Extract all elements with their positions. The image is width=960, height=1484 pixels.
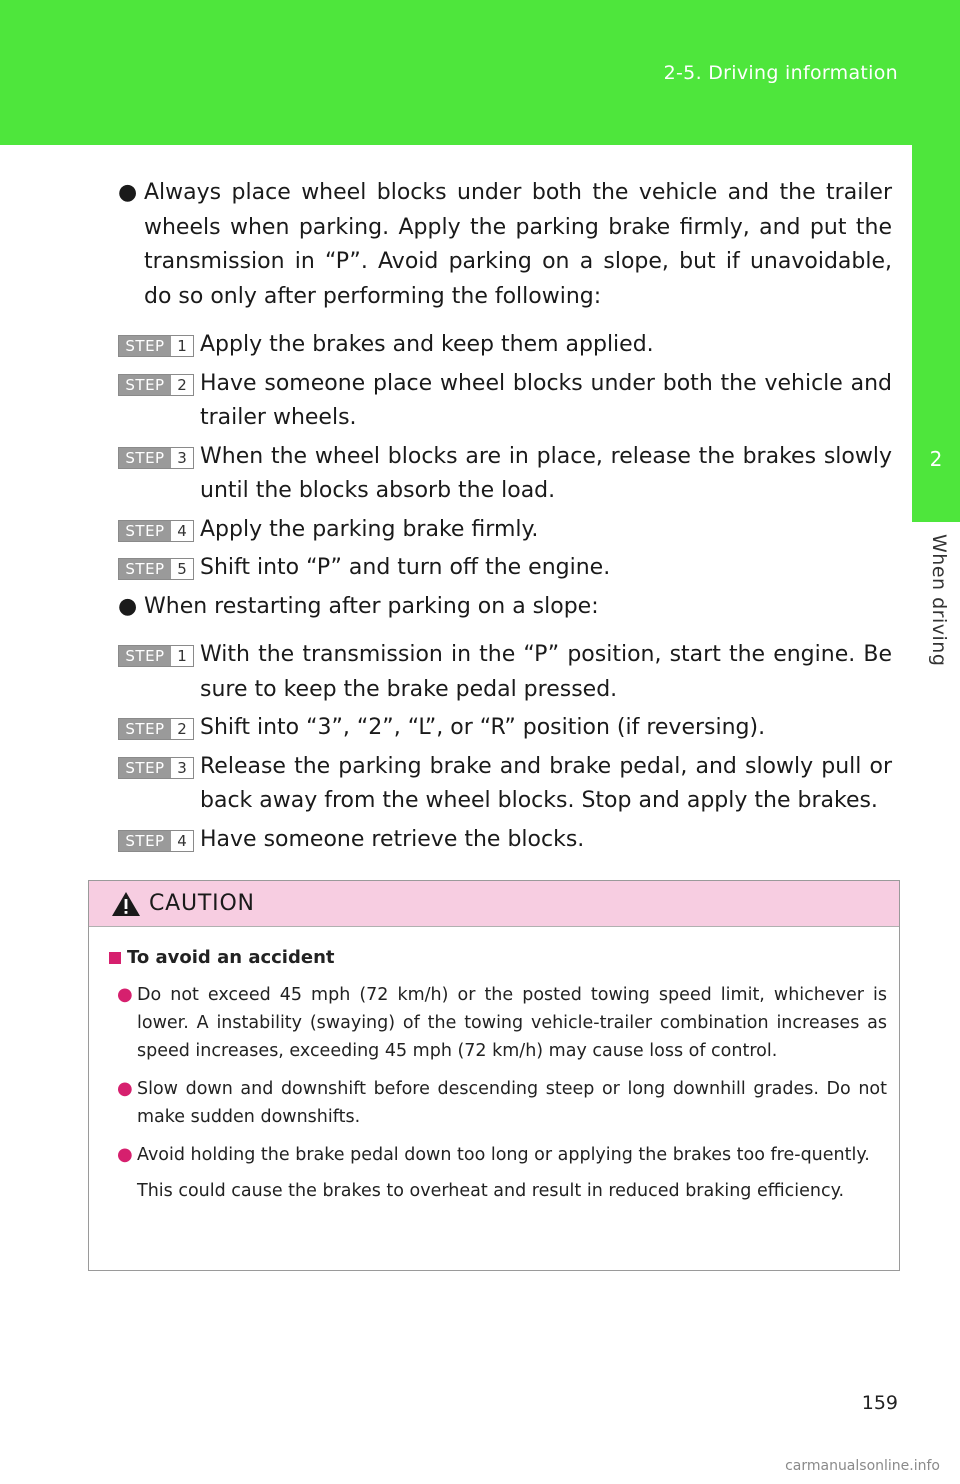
step-badge [118,645,194,667]
step-item [118,513,892,548]
step-label: STEP [119,375,171,395]
square-bullet-icon [109,952,121,964]
bullet-icon: ● [118,593,138,619]
step-label: STEP [119,521,171,541]
step-number: 3 [177,448,187,467]
main-content [118,176,892,857]
caution-header [89,881,899,927]
step-badge [118,718,194,740]
bullet-icon: ● [117,1144,133,1165]
bullet-icon: ● [117,1078,133,1099]
step-badge [118,447,194,469]
step-text: Apply the parking brake firmly. [200,516,539,542]
watermark: carmanualsonline.info [785,1458,940,1474]
step-badge [118,830,194,852]
step-text: Apply the brakes and keep them applied. [200,332,654,357]
step-item [118,440,892,509]
caution-item [109,981,887,1065]
step-item [118,367,892,436]
step-text: Have someone retrieve the blocks. [200,826,585,852]
step-text: Have someone place wheel blocks under both the vehicle and trailer wheels. [200,370,892,430]
step-number: 1 [177,647,187,665]
parking-steps [118,328,892,586]
restart-bullet-text: When restarting after parking on a slope: [144,593,599,619]
step-label: STEP [119,559,171,579]
restart-steps [118,638,892,857]
step-text: When the wheel blocks are in place, release the brakes slowly until the blocks absorb the load. [200,443,892,503]
bullet-icon: ● [117,984,133,1005]
step-label: STEP [119,719,171,739]
step-text: With the transmission in the “P” position, start the engine. Be sure to keep the brake pedal pressed. [200,642,892,702]
step-number: 3 [177,758,187,777]
step-number: 2 [177,375,187,394]
caution-body [89,927,899,1205]
chapter-number: 2 [929,447,943,471]
caution-note: This could cause the brakes to overheat and result in reduced braking efficiency. [137,1181,845,1201]
chapter-divider [912,520,960,522]
caution-item-text: Do not exceed 45 mph (72 km/h) or the posted towing speed limit, whichever is lower. A instability (swaying) of the towing vehicle-trailer combination increases as speed increases, exceeding 45 mph (72 km/h) may cause loss of control. [137,985,887,1061]
caution-item-text: Slow down and downshift before descending steep or long downhill grades. Do not make sudden downshifts. [137,1079,887,1127]
step-number: 5 [177,560,187,578]
step-text: Shift into “P” and turn off the engine. [200,555,611,580]
bullet-icon: ● [118,180,138,205]
step-text: Shift into “3”, “2”, “L”, or “R” position (if reversing). [200,715,766,740]
header-band [0,0,960,145]
chapter-tab [912,145,960,520]
step-item [118,711,892,746]
restart-bullet [118,590,892,625]
step-number: 4 [177,521,187,540]
step-item [118,328,892,363]
step-label: STEP [119,831,171,851]
step-badge [118,757,194,779]
step-number: 4 [177,831,187,850]
chapter-label: When driving [928,534,950,667]
step-badge [118,520,194,542]
step-label: STEP [119,646,171,666]
caution-subheading-text: To avoid an accident [127,947,335,968]
section-title: 2-5. Driving information [663,62,898,84]
step-badge [118,558,194,580]
step-number: 1 [177,337,187,355]
step-item [118,750,892,819]
step-item [118,551,892,586]
step-badge [118,374,194,396]
caution-item [109,1075,887,1131]
caution-title: CAUTION [149,891,255,916]
caution-subheading [109,945,887,971]
caution-item-text: Avoid holding the brake pedal down too long or applying the brakes too fre-quently. [137,1145,870,1165]
step-label: STEP [119,758,171,778]
warning-triangle-icon [111,891,141,917]
step-number: 2 [177,720,187,738]
intro-bullet-text: Always place wheel blocks under both the vehicle and the trailer wheels when parking. Apply the parking brake firmly, and put the transmission in “P”. Avoid parking on a slope, but if unavoidable, do so only after performing the following: [144,180,892,309]
intro-bullet [118,176,892,314]
page-number: 159 [861,1392,898,1414]
step-badge [118,335,194,357]
step-text: Release the parking brake and brake pedal, and slowly pull or back away from the wheel blocks. Stop and apply the brakes. [200,753,892,813]
step-item [118,638,892,707]
caution-item [109,1141,887,1169]
caution-box [88,880,900,1271]
step-label: STEP [119,448,171,468]
step-label: STEP [119,336,171,356]
step-item [118,823,892,858]
